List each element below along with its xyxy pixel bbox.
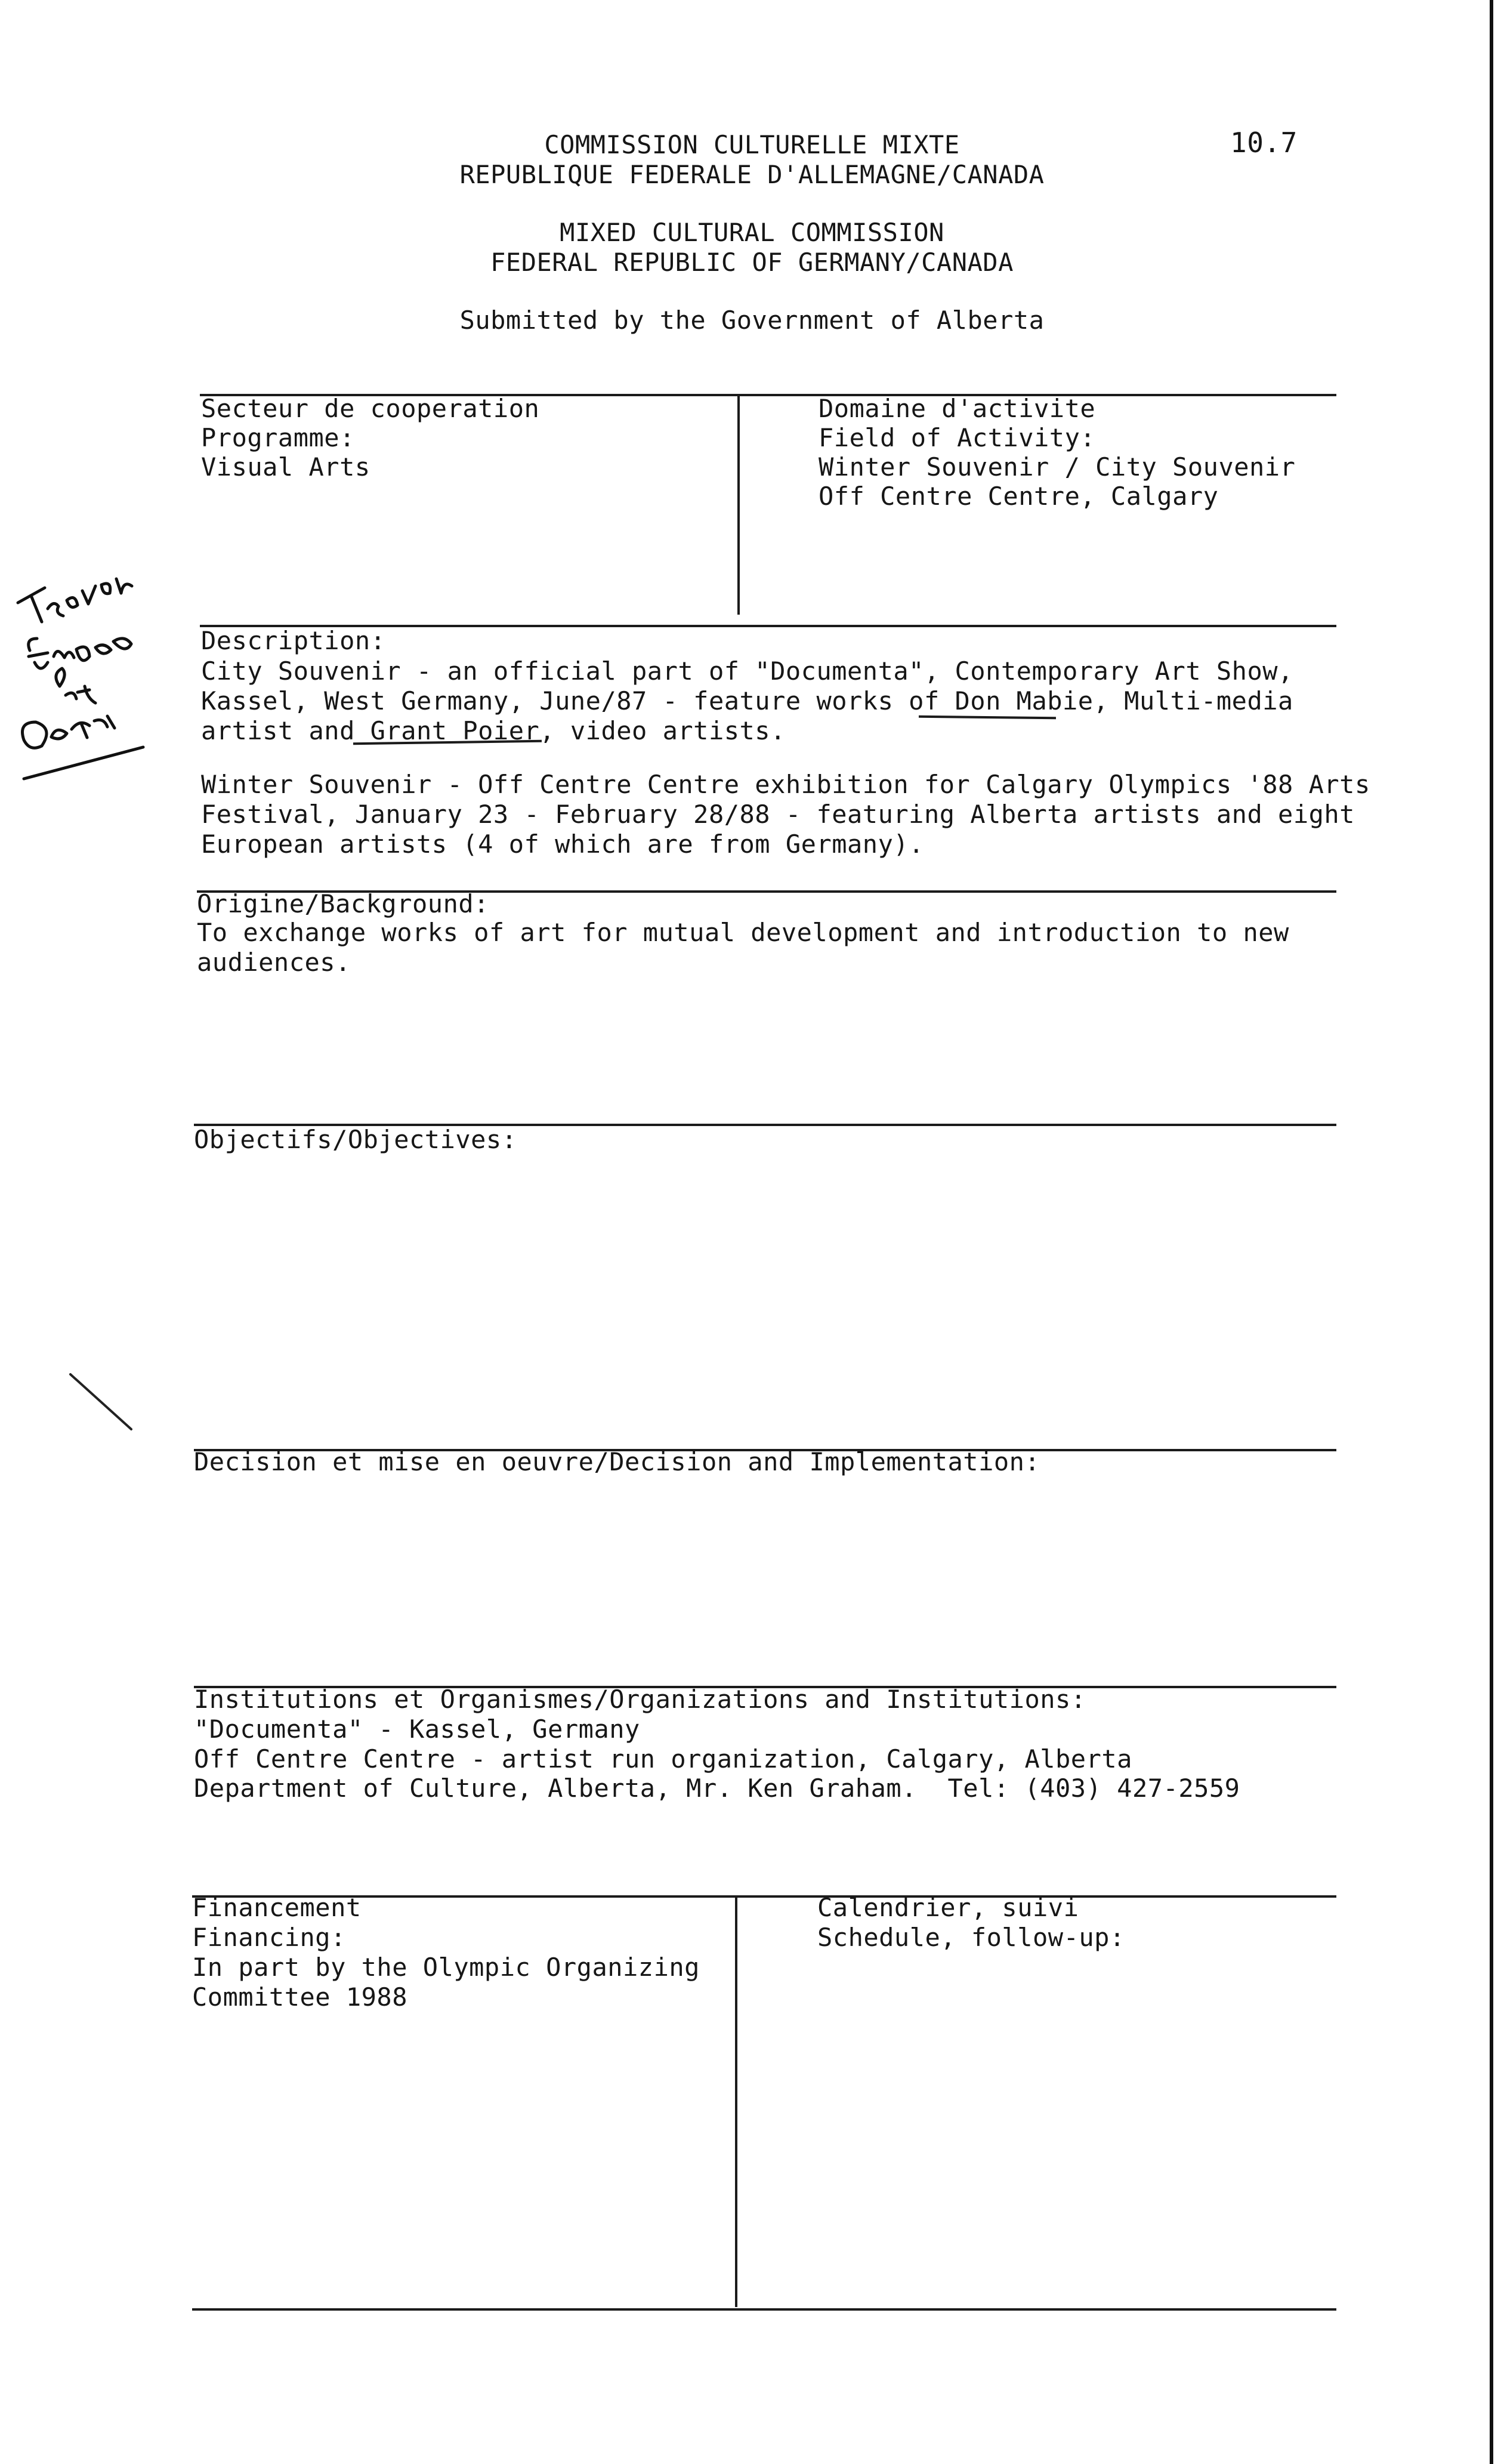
background-line2: audiences. [197,948,351,977]
sector-value: Visual Arts [201,452,370,482]
margin-tick-mark [66,1370,137,1435]
header-title-en-1: MIXED CULTURAL COMMISSION [560,218,944,247]
institutions-line3: Department of Culture, Alberta, Mr. Ken Graham. Tel: (403) 427-2559 [194,1774,1240,1803]
page-number: 10.7 [1230,127,1298,159]
header-title-fr-1: COMMISSION CULTURELLE MIXTE [544,130,960,159]
institutions-heading: Institutions et Organismes/Organizations and Institutions: [194,1685,1086,1714]
schedule-label: Schedule, follow-up: [817,1923,1125,1952]
description-p1-line3: artist and Grant Poier, video artists. [201,716,786,745]
header-title-en-2: FEDERAL REPUBLIC OF GERMANY/CANADA [490,248,1014,277]
sector-column-divider [737,394,740,615]
financing-column-divider [735,1895,737,2307]
description-p1-line2: Kassel, West Germany, June/87 - feature works of Don Mabie, Multi-media [201,686,1293,716]
field-value-2: Off Centre Centre, Calgary [819,482,1219,511]
financing-label: Financing: [192,1923,346,1952]
institutions-line1: "Documenta" - Kassel, Germany [194,1714,640,1744]
header-title-fr-2: REPUBLIQUE FEDERALE D'ALLEMAGNE/CANADA [459,160,1045,189]
sector-label: Programme: [201,423,355,452]
submitted-by: Submitted by the Government of Alberta [459,306,1045,335]
financing-line2: Committee 1988 [192,1982,408,2012]
description-heading: Description: [201,626,386,655]
financing-line1: In part by the Olympic Organizing [192,1953,700,1982]
scan-edge [1484,0,1504,2464]
field-heading: Domaine d'activite [819,394,1096,423]
institutions-line2: Off Centre Centre - artist run organization, Calgary, Alberta [194,1744,1132,1774]
schedule-heading: Calendrier, suivi [817,1893,1079,1922]
field-label: Field of Activity: [819,423,1096,452]
description-p1-line1: City Souvenir - an official part of "Documenta", Contemporary Art Show, [201,656,1293,686]
background-heading: Origine/Background: [197,889,489,918]
financing-top-rule [192,1895,1336,1898]
description-p2-line3: European artists (4 of which are from Germany). [201,829,924,859]
field-value-1: Winter Souvenir / City Souvenir [819,452,1296,482]
financing-heading: Financement [192,1893,362,1922]
description-p2-line2: Festival, January 23 - February 28/88 - featuring Alberta artists and eight [201,800,1355,829]
sector-heading: Secteur de cooperation [201,394,540,423]
background-line1: To exchange works of art for mutual development and introduction to new [197,918,1289,947]
bottom-rule [192,2308,1336,2311]
objectives-heading: Objectifs/Objectives: [194,1125,517,1154]
decision-heading: Decision et mise en oeuvre/Decision and Implementation: [194,1447,1040,1476]
handwritten-note [6,567,185,806]
description-p2-line1: Winter Souvenir - Off Centre Centre exhibition for Calgary Olympics '88 Arts [201,770,1370,799]
